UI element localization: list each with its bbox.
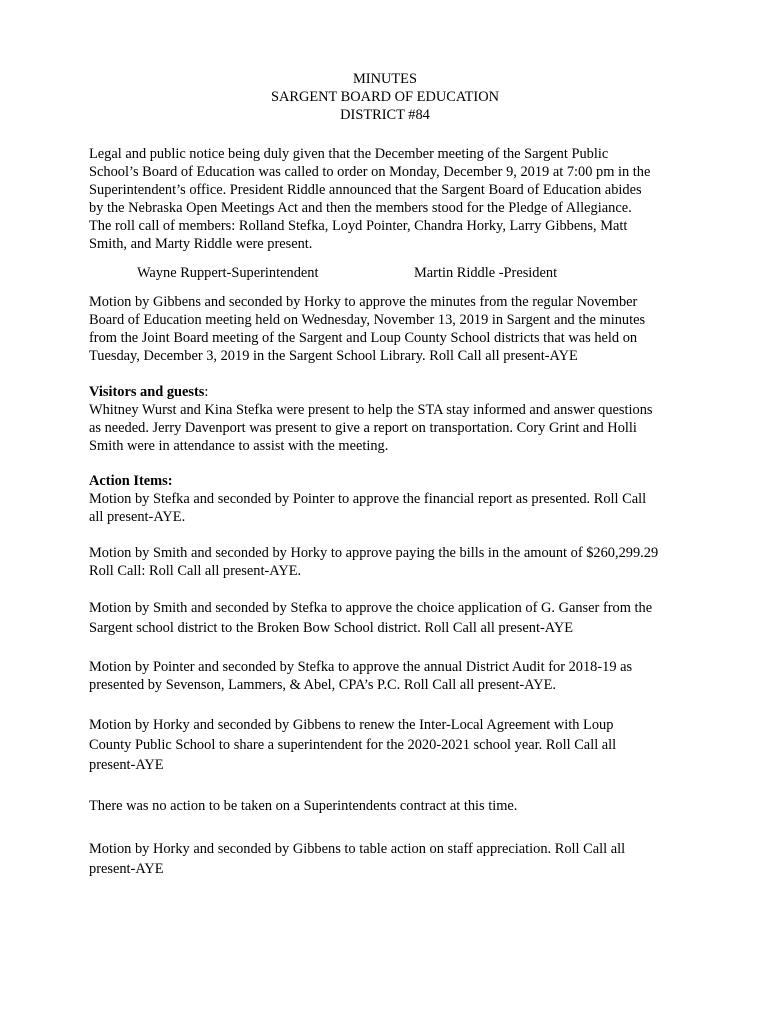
intro-paragraph <box>89 145 694 253</box>
motion-line: Motion by Horky and seconded by Gibbens to renew the Inter-Local Agreement with Loup <box>89 717 614 733</box>
document-header <box>0 70 770 124</box>
motion-line: Roll Call: Roll Call all present-AYE. <box>89 563 302 579</box>
motion-line: present-AYE <box>89 757 164 773</box>
minutes-line: Motion by Gibbens and seconded by Horky to approve the minutes from the regular November <box>89 294 638 310</box>
superintendent-contract-note <box>89 797 694 815</box>
motion-inter-local-agreement <box>89 715 694 775</box>
intro-line: School’s Board of Education was called to order on Monday, December 9, 2019 at 7:00 pm in the <box>89 164 651 180</box>
visitors-heading-line <box>89 383 694 401</box>
motion-line: all present-AYE. <box>89 509 186 525</box>
intro-line: Superintendent’s office. President Riddle announced that the Sargent Board of Education abides <box>89 182 642 198</box>
motion-choice-application <box>89 598 694 638</box>
motion-district-audit <box>89 658 694 694</box>
motion-staff-appreciation <box>89 839 694 879</box>
motion-line: Motion by Stefka and seconded by Pointer to approve the financial report as presented. Roll Call <box>89 491 647 507</box>
superintendent-name: Wayne Ruppert-Superintendent <box>137 265 319 281</box>
intro-line: The roll call of members: Rolland Stefka, Loyd Pointer, Chandra Horky, Larry Gibbens, Matt <box>89 218 628 234</box>
motion-line: There was no action to be taken on a Superintendents contract at this time. <box>89 798 518 814</box>
motion-line: Motion by Smith and seconded by Stefka to approve the choice application of G. Ganser from the <box>89 600 653 616</box>
header-board-name: SARGENT BOARD OF EDUCATION <box>270 89 499 105</box>
motion-line: present-AYE <box>89 861 164 877</box>
visitors-section <box>89 383 694 455</box>
motion-pay-bills <box>89 544 694 580</box>
minutes-line: Tuesday, December 3, 2019 in the Sargent School Library. Roll Call all present-AYE <box>89 348 578 364</box>
intro-line: Legal and public notice being duly given that the December meeting of the Sargent Public <box>89 146 609 162</box>
header-title: MINUTES <box>353 71 417 87</box>
action-items-heading-block <box>89 472 694 490</box>
intro-line: by the Nebraska Open Meetings Act and then the members stood for the Pledge of Allegiance. <box>89 200 632 216</box>
visitors-line: Smith were in attendance to assist with the meeting. <box>89 438 389 454</box>
minutes-approval-paragraph <box>89 293 694 365</box>
visitors-heading: Visitors and guests <box>89 384 205 400</box>
minutes-line: from the Joint Board meeting of the Sargent and Loup County School districts that was held on <box>89 330 638 346</box>
motion-line: Motion by Pointer and seconded by Stefka to approve the annual District Audit for 2018-19 as <box>89 659 633 675</box>
motion-line: Sargent school district to the Broken Bow School district. Roll Call all present-AYE <box>89 620 574 636</box>
motion-line: Motion by Smith and seconded by Horky to approve paying the bills in the amount of $260,299.29 <box>89 545 659 561</box>
intro-line: Smith, and Marty Riddle were present. <box>89 236 313 252</box>
motion-line: Motion by Horky and seconded by Gibbens to table action on staff appreciation. Roll Call all <box>89 841 626 857</box>
visitors-line: as needed. Jerry Davenport was present to give a report on transportation. Cory Grint and Holli <box>89 420 637 436</box>
header-district: DISTRICT #84 <box>340 107 430 123</box>
action-items-heading: Action Items: <box>89 473 173 489</box>
visitors-heading-colon: : <box>204 384 209 400</box>
motion-financial-report <box>89 490 694 526</box>
motion-line: presented by Sevenson, Lammers, & Abel, CPA’s P.C. Roll Call all present-AYE. <box>89 677 557 693</box>
motion-line: County Public School to share a superintendent for the 2020-2021 school year. Roll Call all <box>89 737 617 753</box>
minutes-line: Board of Education meeting held on Wednesday, November 13, 2019 in Sargent and the minutes <box>89 312 646 328</box>
visitors-line: Whitney Wurst and Kina Stefka were present to help the STA stay informed and answer questions <box>89 402 653 418</box>
president-name: Martin Riddle -President <box>414 265 558 281</box>
